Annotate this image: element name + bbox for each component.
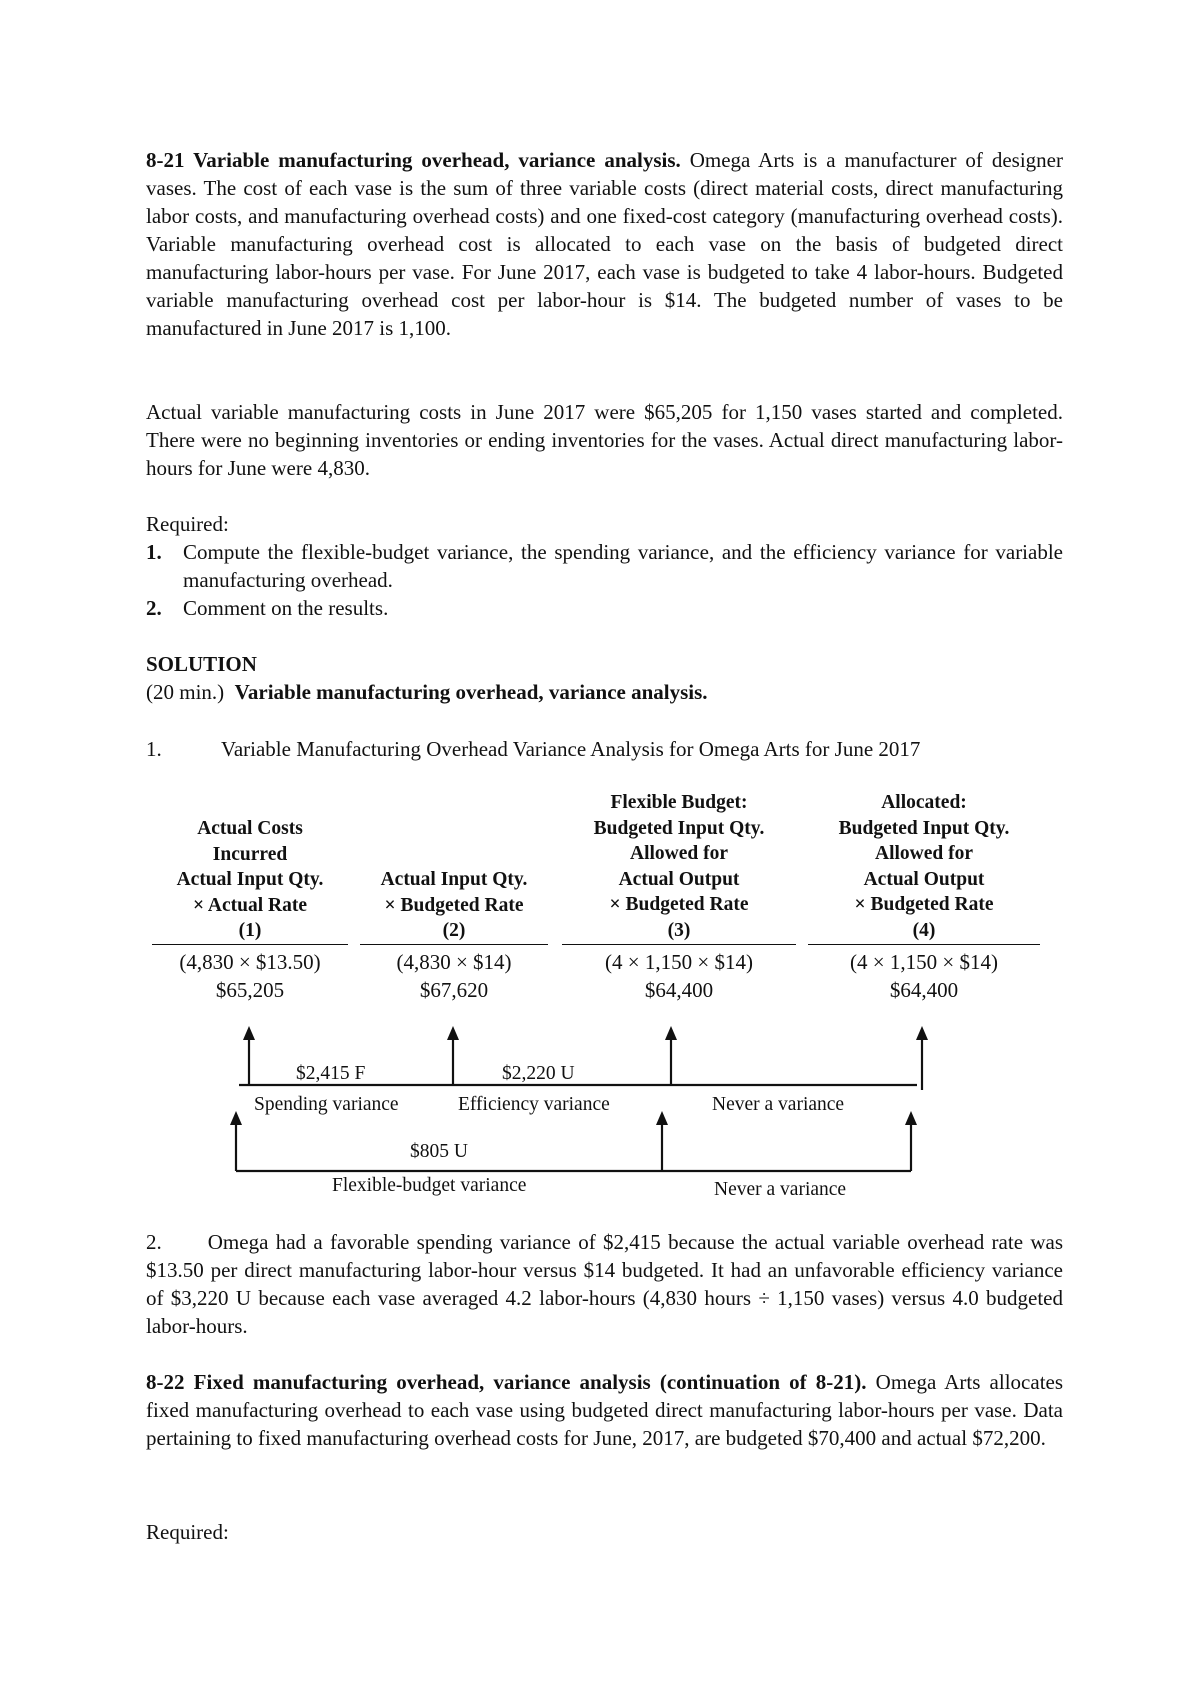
solution-label: SOLUTION [146, 652, 257, 676]
column-header-line: × Actual Rate [192, 894, 307, 916]
arrowhead-4 [916, 1026, 928, 1040]
column-header-line: Actual Costs [197, 818, 303, 839]
column-calc: (4 × 1,150 × $14) [850, 950, 998, 974]
part-2-paragraph [146, 1228, 1063, 1340]
column-header-line: (3) [667, 919, 691, 941]
arrowhead-2 [447, 1026, 459, 1040]
requirement-text: Comment on the results. [183, 596, 389, 620]
arrowhead-1 [243, 1026, 255, 1040]
requirement-text: Compute the flexible-budget variance, the spending variance, and the efficiency variance for variable manufacturing overhead. [183, 540, 1063, 592]
spending-variance-amount: $2,415 F [296, 1063, 366, 1084]
column-header-line: Actual Input Qty. [380, 869, 528, 890]
column-header-line: × Budgeted Rate [854, 894, 994, 915]
solution-time: (20 min.) [146, 680, 225, 704]
column-header-line: Incurred [212, 843, 288, 865]
column-amount: $64,400 [889, 978, 959, 1002]
problem-8-22-paragraph [146, 1368, 1063, 1452]
problem-8-22-required [146, 1518, 1063, 1546]
column-header-line: (1) [238, 920, 262, 941]
required-label: Required: [146, 1520, 229, 1544]
flexible-budget-variance-label: Flexible-budget variance [332, 1175, 527, 1196]
problem-8-22-heading: 8-22 Fixed manufacturing overhead, variance analysis (continuation of 8-21). [146, 1370, 867, 1394]
spending-variance-label: Spending variance [254, 1094, 399, 1115]
required-label: Required: [146, 512, 229, 536]
column-header-line: Actual Output [618, 868, 740, 890]
column-header-line: × Budgeted Rate [384, 894, 524, 916]
column-amount: $67,620 [419, 978, 489, 1002]
problem-8-21-para2: Actual variable manufacturing costs in June 2017 were $65,205 for 1,150 vases started and completed. There were no beginning inventories or ending inventories for the vases. Actual direct manufacturing labor-hours for June were 4,830. [146, 400, 1063, 480]
column-header-line: Actual Input Qty. [176, 869, 324, 890]
efficiency-variance-amount: $2,220 U [502, 1063, 575, 1084]
part-2-number: 2. [146, 1230, 162, 1254]
problem-8-22-body: Omega Arts allocates fixed manufacturing overhead to each vase using budgeted direct manufacturing labor-hours per vase. Data pertaining to fixed manufacturing overhead costs for June, 2017, are budgeted $70,400 and actual $72,200. [146, 1370, 1064, 1450]
never-a-variance-1: Never a variance [712, 1094, 845, 1115]
column-calc: (4 × 1,150 × $14) [605, 950, 753, 974]
column-header-line: Budgeted Input Qty. [838, 817, 1010, 839]
column-header-line: × Budgeted Rate [609, 894, 749, 915]
column-header-line: Budgeted Input Qty. [593, 817, 765, 839]
solution-part-2 [146, 1228, 1063, 1340]
column-amount: $65,205 [215, 978, 285, 1002]
flexible-budget-variance-amount: $805 U [410, 1141, 468, 1162]
column-header-line: Allowed for [874, 843, 974, 864]
problem-8-21-body: Omega Arts is a manufacturer of designer vases. The cost of each vase is the sum of three variable costs (direct material costs, direct manufacturing labor costs, and manufacturing overhead costs) and one fixed-cost category (manufacturing overhead costs). Variable manufacturing overhead cost is allocated to each vase on the basis of budgeted direct manufacturing labor-hours per vase. For June 2017, each vase is budgeted to take 4 labor-hours. Budgeted variable manufacturing overhead cost per labor-hour is $14. The budgeted number of vases to be manufactured in June 2017 is 1,100. [146, 148, 1063, 340]
requirement-number: 2. [146, 596, 162, 620]
efficiency-variance-label: Efficiency variance [458, 1094, 610, 1115]
arrowhead-5 [230, 1111, 242, 1125]
column-calc: (4,830 × $14) [396, 950, 512, 974]
column-header-line: Allowed for [629, 843, 729, 864]
arrowhead-6 [656, 1111, 668, 1125]
upper-arrowheads [243, 1026, 928, 1040]
part-1-number: 1. [146, 737, 162, 761]
column-header-line: (4) [912, 919, 936, 941]
arrowhead-7 [905, 1111, 917, 1125]
column-amount: $64,400 [644, 978, 714, 1002]
column-header-line: Allocated: [881, 792, 967, 813]
column-header-line: (2) [442, 920, 466, 941]
problem-8-21-heading: 8-21 Variable manufacturing overhead, variance analysis. [146, 148, 681, 172]
solution-title: Variable manufacturing overhead, variance analysis. [234, 680, 708, 704]
arrowhead-3 [665, 1026, 677, 1040]
part-2-text: Omega had a favorable spending variance of $2,415 because the actual variable overhead rate was $13.50 per direct manufacturing labor-hour versus $14 budgeted. It had an unfavorable efficiency variance of $3,220 U because each vase averaged 4.2 labor-hours (4,830 hours ÷ 1,150 vases) versus 4.0 budgeted labor-hours. [146, 1230, 1063, 1338]
never-a-variance-2: Never a variance [714, 1179, 847, 1200]
column-calc: (4,830 × $13.50) [179, 950, 321, 974]
part-1-title: Variable Manufacturing Overhead Variance Analysis for Omega Arts for June 2017 [221, 737, 921, 761]
lower-bracket [236, 1118, 911, 1171]
requirement-number: 1. [146, 540, 162, 564]
column-header-line: Flexible Budget: [610, 792, 748, 813]
problem-8-22 [146, 1368, 1063, 1452]
column-header-line: Actual Output [863, 868, 985, 890]
